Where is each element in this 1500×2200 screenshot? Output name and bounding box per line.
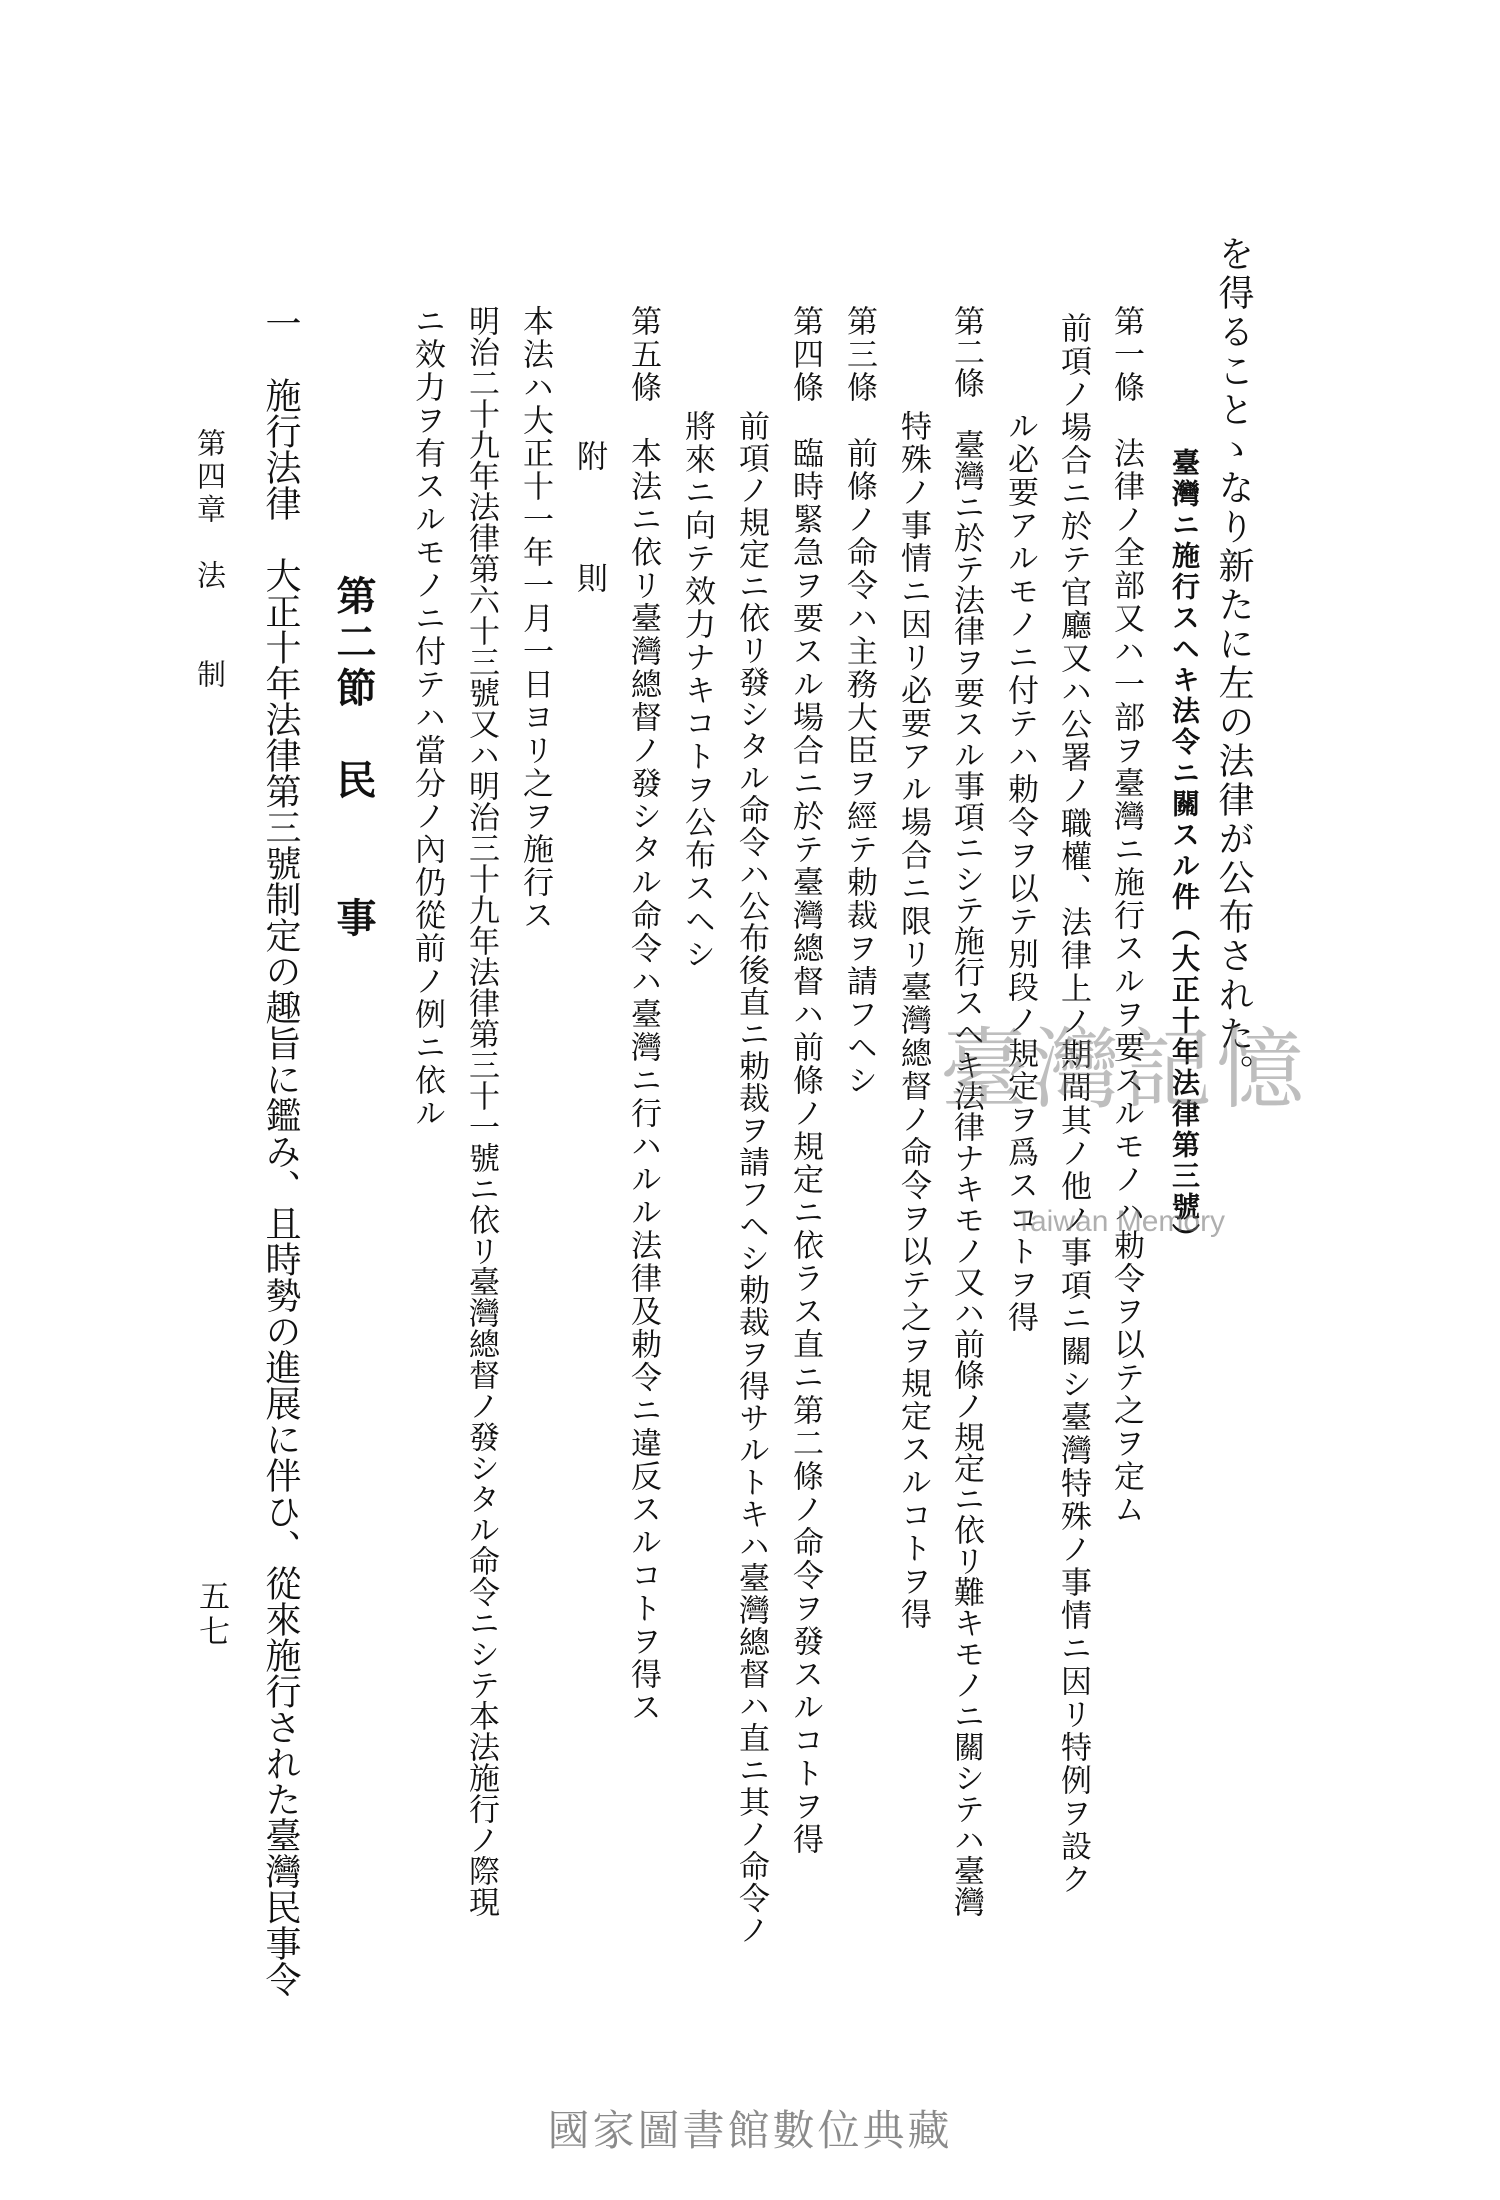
text-supplementary-2-cont: ニ效力ヲ有スルモノニ付テハ當分ノ內仍從前ノ例ニ依ル: [409, 305, 445, 1130]
text-article-2: 第二條 臺灣ニ於テ法律ヲ要スル事項ニシテ施行スヘキ法律ナキモノ又ハ前條ノ規定ニ依リ難キモノニ關シテハ臺灣: [948, 305, 984, 1917]
page-number: 五七: [193, 1580, 229, 1650]
text-article-3: 第三條 前條ノ命令ハ主務大臣ヲ經テ勅裁ヲ請フヘシ: [841, 305, 877, 1097]
text-article-1: 第一條 法律ノ全部又ハ一部ヲ臺灣ニ施行スルヲ要スルモノハ勅令ヲ以テ之ヲ定ム: [1108, 305, 1144, 1526]
law-title: 臺灣ニ施行スヘキ法令ニ關スル件（大正十年法律第三號）: [1168, 448, 1201, 1254]
text-article-5: 第五條 本法ニ依リ臺灣總督ノ發シタル命令ハ臺灣ニ行ハルル法律及勅令ニ違反スルコトヲ得ス: [625, 305, 661, 1724]
text-supplementary-2: 明治二十九年法律第六十三號又ハ明治三十九年法律第三十一號ニ依リ臺灣總督ノ發シタル命令ニシテ本法施行ノ際現: [463, 305, 499, 1917]
text-article-1-para-2: 前項ノ場合ニ於テ官廳又ハ公署ノ職權、法律上ノ期間其ノ他ノ事項ニ關シ臺灣特殊ノ事情ニ因リ特例ヲ設ク: [1055, 312, 1091, 1896]
supplementary-provisions-heading: 附 則: [571, 440, 607, 623]
footer-source: 國家圖書館數位典藏: [547, 2106, 953, 2155]
section-heading: 第二節 民 事: [330, 575, 377, 943]
text-column-intro: を得ることゝなり新たに左の法律が公布された。: [1213, 235, 1254, 1093]
text-article-4: 第四條 臨時緊急ヲ要スル場合ニ於テ臺灣總督ハ前條ノ規定ニ依ラス直ニ第二條ノ命令ヲ發スルコトヲ得: [787, 305, 823, 1856]
text-article-4-cont: 將來ニ向テ效力ナキコトヲ公布スヘシ: [679, 410, 715, 971]
text-article-4-para-2: 前項ノ規定ニ依リ發シタル命令ハ公布後直ニ勅裁ヲ請フヘシ勅裁ヲ得サルトキハ臺灣總督ハ直ニ其ノ命令ノ: [733, 410, 769, 1946]
running-header: 第四章 法 制: [193, 428, 227, 692]
watermark-logo: 臺灣記憶: [940, 1018, 1309, 1121]
watermark-caption: Taiwan Memory: [1015, 1205, 1226, 1238]
text-item-1: 一 施行法律 大正十年法律第三號制定の趣旨に鑑み、且時勢の進展に伴ひ、從來施行された臺灣民事令: [260, 305, 301, 1997]
text-article-1-cont: ル必要アルモノニ付テハ勅令ヲ以テ別段ノ規定ヲ爲スコトヲ得: [1002, 410, 1038, 1334]
text-supplementary-1: 本法ハ大正十一年一月一日ヨリ之ヲ施行ス: [517, 305, 553, 932]
text-article-2-cont: 特殊ノ事情ニ因リ必要アル場合ニ限リ臺灣總督ノ命令ヲ以テ之ヲ規定スルコトヲ得: [895, 410, 931, 1631]
